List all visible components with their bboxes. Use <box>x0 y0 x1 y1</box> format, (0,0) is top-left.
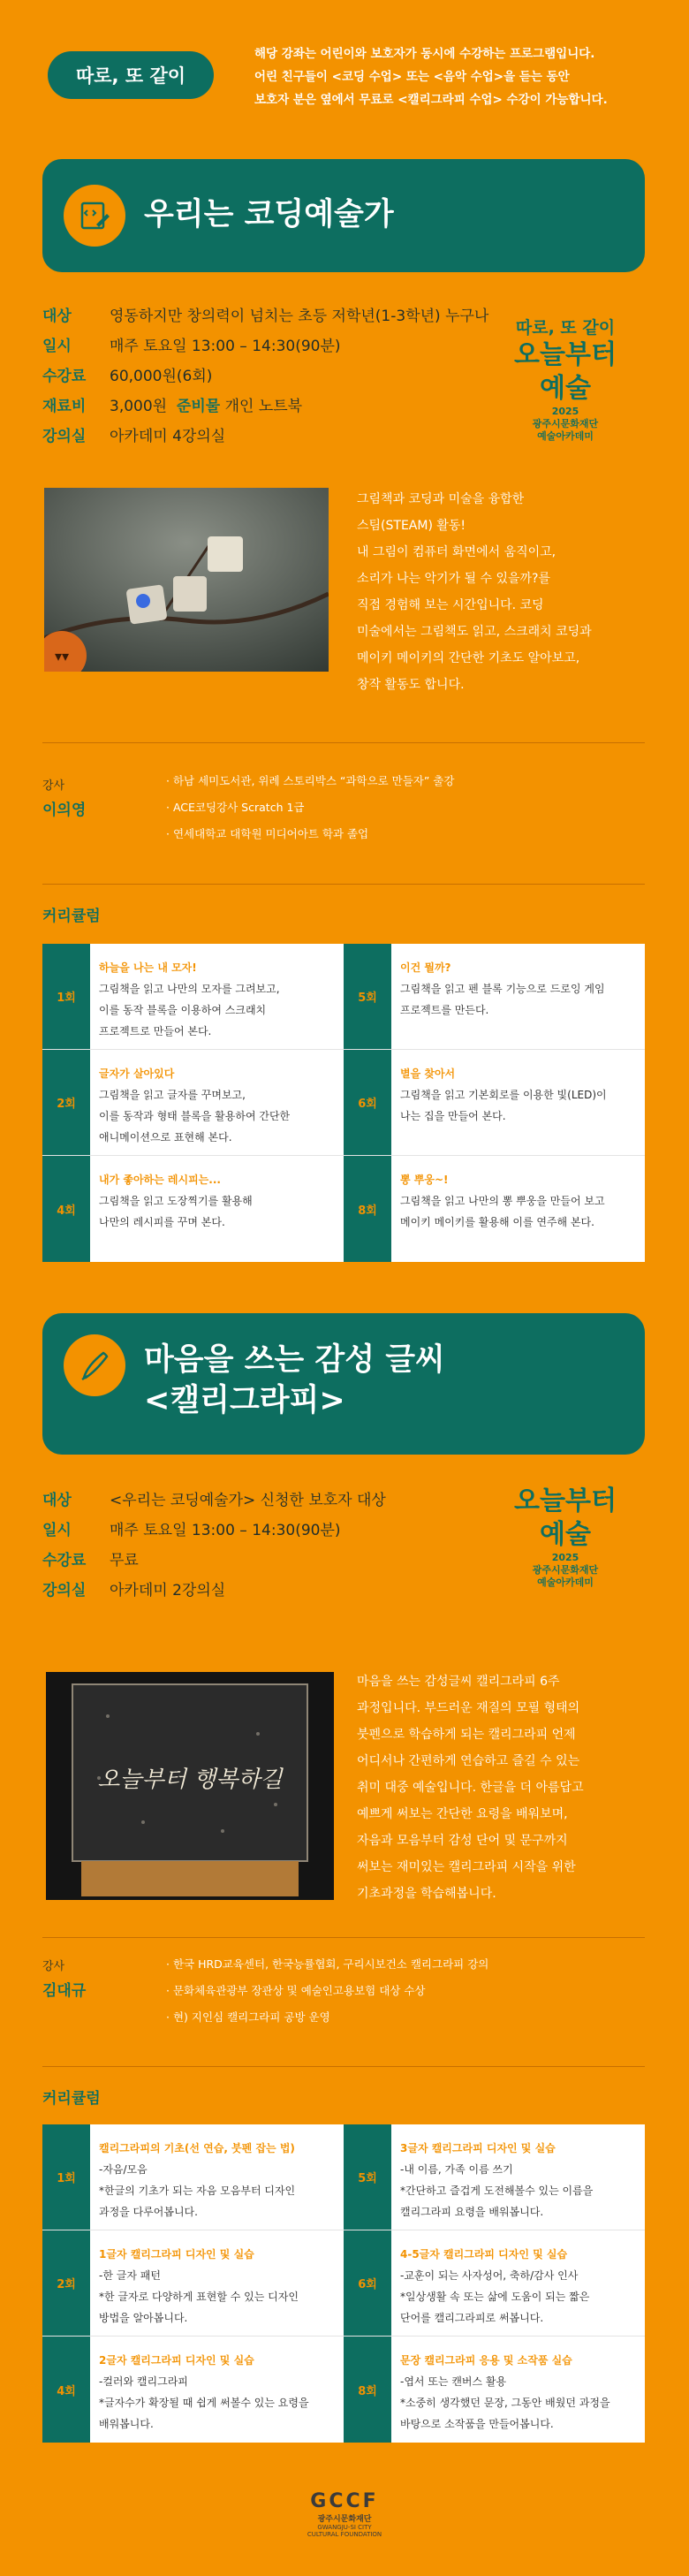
course1-info <box>42 304 488 449</box>
section-badge: 따로, 또 같이 <box>48 51 214 99</box>
session-number: 1회 <box>42 944 90 1049</box>
svg-text:▾▾: ▾▾ <box>54 648 70 665</box>
intro-line: 보호자 분은 옆에서 무료로 <캘리그라피 수업> 수강이 가능합니다. <box>254 93 608 107</box>
bio-item: · 한국 HRD교육센터, 한국능률협회, 구리시보건소 캘리그라피 강의 <box>166 1951 488 1978</box>
curriculum-item <box>42 1050 344 1156</box>
teacher-label: 강사 <box>42 1960 65 1973</box>
info-key: 대상 <box>42 1492 72 1509</box>
logo-sub: 예술아카데미 <box>537 430 594 442</box>
logo-sub: 예술아카데미 <box>537 1577 594 1588</box>
info-key-supplies: 준비물 <box>176 398 221 415</box>
curriculum-title: 커리큘럼 <box>42 2090 101 2108</box>
session-number: 5회 <box>344 2124 391 2230</box>
info-key: 일시 <box>42 338 72 355</box>
divider <box>42 742 645 743</box>
info-key: 강의실 <box>42 428 87 445</box>
session-number: 5회 <box>344 944 391 1049</box>
session-number: 6회 <box>344 1050 391 1155</box>
logo-mark: 오늘부터 <box>514 339 617 370</box>
desc-line: 마음을 쓰는 감성글씨 캘리그라피 6주 <box>357 1675 560 1689</box>
desc-line: 써보는 재미있는 캘리그라피 시작을 위한 <box>357 1860 576 1874</box>
bio-item: · 연세대학교 대학원 미디어아트 학과 졸업 <box>166 821 454 847</box>
bio-item: · ACE코딩강사 Scratch 1급 <box>166 794 454 821</box>
desc-line: 메이키 메이키의 간단한 기초도 알아보고, <box>357 651 580 665</box>
session-number: 8회 <box>344 1156 391 1262</box>
info-value-supplies: 개인 노트북 <box>224 398 303 415</box>
session-number: 4회 <box>42 2337 90 2443</box>
session-text: 그림책을 읽고 기본회로를 이용한 빛(LED)이 나는 집을 만들어 본다. <box>400 1089 607 1122</box>
info-value: 매주 토요일 13:00 – 14:30(90분) <box>110 1522 341 1539</box>
course2-banner <box>42 1313 645 1455</box>
desc-line: 미술에서는 그림책도 읽고, 스크래치 코딩과 <box>357 625 592 639</box>
info-key: 대상 <box>42 308 72 325</box>
teacher-name: 이의영 <box>42 802 87 819</box>
info-key: 일시 <box>42 1522 72 1539</box>
desc-line: 과정입니다. 부드러운 재질의 모필 형태의 <box>357 1701 580 1715</box>
session-title: 이건 뭘까? <box>400 961 451 974</box>
session-text: -엽서 또는 캔버스 활용 *소중히 생각했던 문장, 그동안 배웠던 과정을 바탕으로 소작품을 만들어봅니다. <box>400 2375 610 2430</box>
session-number: 1회 <box>42 2124 90 2230</box>
session-title: 3글자 캘리그라피 디자인 및 실습 <box>400 2142 556 2154</box>
curriculum-item <box>344 2124 645 2230</box>
teacher-name: 김대규 <box>42 1982 87 2000</box>
session-number: 2회 <box>42 1050 90 1155</box>
divider <box>42 884 645 885</box>
curriculum-item <box>42 2230 344 2337</box>
intro-line: 해당 강좌는 어린이와 보호자가 동시에 수강하는 프로그램입니다. <box>254 47 595 61</box>
course1-banner <box>42 159 645 272</box>
info-value: 60,000원(6회) <box>110 368 213 385</box>
divider <box>42 2066 645 2067</box>
desc-line: 소리가 나는 악기가 될 수 있을까?를 <box>357 572 551 586</box>
course2-info <box>42 1488 386 1603</box>
intro-line: 어린 친구들이 <코딩 수업> 또는 <음악 수업>을 듣는 동안 <box>254 70 570 84</box>
desc-line: 취미 대중 예술입니다. 한글을 더 아름답고 <box>357 1781 584 1795</box>
info-value <box>110 394 302 419</box>
session-text: -자음/모음 *한글의 기초가 되는 자음 모음부터 디자인 과정을 다루어봅니다. <box>99 2163 296 2218</box>
logo-mark: 예술 <box>540 1519 591 1550</box>
session-text: 그림책을 읽고 글자를 꾸며보고, 이를 동작과 형태 블록을 활용하여 간단한 애니메이션으로 표현해 본다. <box>99 1089 291 1144</box>
desc-line: 그림책과 코딩과 미술을 융합한 <box>357 492 525 506</box>
footer-org-en: GWANGJU-SI CITY <box>317 2524 372 2531</box>
logo-org: 광주시문화재단 <box>532 418 599 429</box>
course2-title <box>144 1340 445 1421</box>
session-title: 2글자 캘리그라피 디자인 및 실습 <box>99 2354 254 2367</box>
session-title: 뽕 뿌웅~! <box>400 1174 449 1186</box>
logo-mark: 예술 <box>540 373 591 404</box>
curriculum-item <box>344 2337 645 2443</box>
session-text: -교훈이 되는 사자성어, 축하/감사 인사 *일상생활 속 또는 삶에 도움이 되는 짧은 단어를 캘리그라피로 써봅니다. <box>400 2269 590 2324</box>
curriculum-item <box>42 944 344 1050</box>
session-number: 8회 <box>344 2337 391 2443</box>
session-title: 4-5글자 캘리그라피 디자인 및 실습 <box>400 2248 568 2261</box>
info-value: 매주 토요일 13:00 – 14:30(90분) <box>110 338 341 355</box>
session-text: -내 이름, 가족 이름 쓰기 *간단하고 즐겁게 도전해볼수 있는 이름을 캘리그라피 요령을 배워봅니다. <box>400 2163 594 2218</box>
curriculum-title: 커리큘럼 <box>42 908 101 925</box>
curriculum-item <box>344 1156 645 1262</box>
info-value-fee: 3,000원 <box>110 398 168 415</box>
photo-calligraphy: 오늘부터 행복하길 <box>97 1767 283 1793</box>
session-title: 내가 좋아하는 레시피는... <box>99 1174 221 1186</box>
logo-year: 2025 <box>551 406 579 417</box>
session-title: 1글자 캘리그라피 디자인 및 실습 <box>99 2248 254 2261</box>
info-key: 수강료 <box>42 1552 87 1569</box>
session-title: 글자가 살아있다 <box>99 1068 175 1080</box>
info-value: 영동하지만 창의력이 넘치는 초등 저학년(1-3학년) 누구나 <box>110 308 489 325</box>
info-key: 수강료 <box>42 368 87 385</box>
coding-icon <box>64 185 125 247</box>
course2-title-line: <캘리그라피> <box>144 1383 345 1418</box>
session-title: 별을 찾아서 <box>400 1068 456 1080</box>
session-title: 하늘을 나는 내 모자! <box>99 961 197 974</box>
course2-photo <box>46 1672 334 1900</box>
session-title: 문장 캘리그라피 응용 및 소작품 실습 <box>400 2354 572 2367</box>
desc-line: 창작 활동도 합니다. <box>357 678 465 692</box>
info-value: 아카데미 4강의실 <box>110 428 226 445</box>
intro-text <box>254 42 670 111</box>
bio-item: · 현) 지인심 캘리그라피 공방 운영 <box>166 2004 488 2031</box>
logo-mark: 오늘부터 <box>514 1486 617 1516</box>
course2-curriculum <box>42 2124 645 2443</box>
bio-item: · 하남 세미도서관, 위례 스토리박스 “과학으로 만들자” 출강 <box>166 768 454 794</box>
curriculum-item <box>344 2230 645 2337</box>
footer-logo <box>0 2490 689 2538</box>
teacher-bio <box>166 1951 488 2031</box>
session-text: 그림책을 읽고 펜 블록 기능으로 드로잉 게임 프로젝트를 만든다. <box>400 983 605 1016</box>
curriculum-item <box>42 2124 344 2230</box>
session-number: 2회 <box>42 2230 90 2336</box>
session-text: 그림책을 읽고 도장찍기를 활용해 나만의 레시피를 꾸며 본다. <box>99 1195 253 1228</box>
session-number: 4회 <box>42 1156 90 1262</box>
logo-org: 광주시문화재단 <box>532 1564 599 1576</box>
course2-description <box>357 1668 648 1907</box>
desc-line: 자음과 모음부터 감성 단어 및 문구까지 <box>357 1834 568 1848</box>
bio-item: · 문화체육관광부 장관상 및 예술인고용보험 대상 수상 <box>166 1978 488 2004</box>
curriculum-item <box>344 944 645 1050</box>
info-value: <우리는 코딩예술가> 신청한 보호자 대상 <box>110 1492 386 1509</box>
info-key: 강의실 <box>42 1582 87 1600</box>
curriculum-item <box>344 1050 645 1156</box>
info-value: 무료 <box>110 1552 139 1569</box>
divider <box>42 1937 645 1938</box>
teacher-bio <box>166 768 454 847</box>
session-text: -컬러와 캘리그라피 *글자수가 확장될 때 쉽게 써볼수 있는 요령을 배워봅니다. <box>99 2375 309 2430</box>
footer-org-en: CULTURAL FOUNDATION <box>307 2531 382 2538</box>
session-title: 캘리그라피의 기초(선 연습, 붓펜 잡는 법) <box>99 2142 295 2154</box>
info-key: 재료비 <box>42 398 87 415</box>
curriculum-item <box>42 1156 344 1262</box>
session-number: 6회 <box>344 2230 391 2336</box>
session-text: -한 글자 패턴 *한 글자로 다양하게 표현할 수 있는 디자인 방법을 알아봅니다. <box>99 2269 299 2324</box>
footer-brand: GCCF <box>310 2490 379 2512</box>
logo-tagline: 따로, 또 같이 <box>515 318 616 338</box>
desc-line: 어디서나 간편하게 연습하고 즐길 수 있는 <box>357 1754 580 1768</box>
desc-line: 내 그림이 컴퓨터 화면에서 움직이고, <box>357 545 556 559</box>
logo-year: 2025 <box>551 1552 579 1563</box>
calligraphy-pen-icon <box>64 1334 125 1396</box>
session-text: 그림책을 읽고 나만의 뽕 뿌웅을 만들어 보고 메이키 메이키를 활용해 이를 연주해 본다. <box>400 1195 605 1228</box>
info-value: 아카데미 2강의실 <box>110 1582 226 1600</box>
course1-photo <box>44 488 329 672</box>
course2-title-line: 마음을 쓰는 감성 글씨 <box>144 1342 445 1378</box>
course1-curriculum <box>42 944 645 1262</box>
curriculum-item <box>42 2337 344 2443</box>
academy-logo <box>508 1485 623 1589</box>
academy-logo <box>508 315 623 443</box>
desc-line: 스팀(STEAM) 활동! <box>357 519 466 533</box>
desc-line: 예쁘게 써보는 간단한 요령을 배워보며, <box>357 1807 568 1821</box>
session-text: 그림책을 읽고 나만의 모자를 그려보고, 이를 동작 블록을 이용하여 스크래치 프로젝트로 만들어 본다. <box>99 983 280 1037</box>
course1-description <box>357 486 648 698</box>
teacher-label: 강사 <box>42 779 65 793</box>
desc-line: 직접 경험해 보는 시간입니다. 코딩 <box>357 598 544 612</box>
desc-line: 붓펜으로 학습하게 되는 캘리그라피 언제 <box>357 1728 576 1742</box>
footer-org: 광주시문화재단 <box>317 2515 372 2524</box>
course1-title: 우리는 코딩예술가 <box>144 197 394 232</box>
desc-line: 기초과정을 학습해봅니다. <box>357 1887 496 1901</box>
